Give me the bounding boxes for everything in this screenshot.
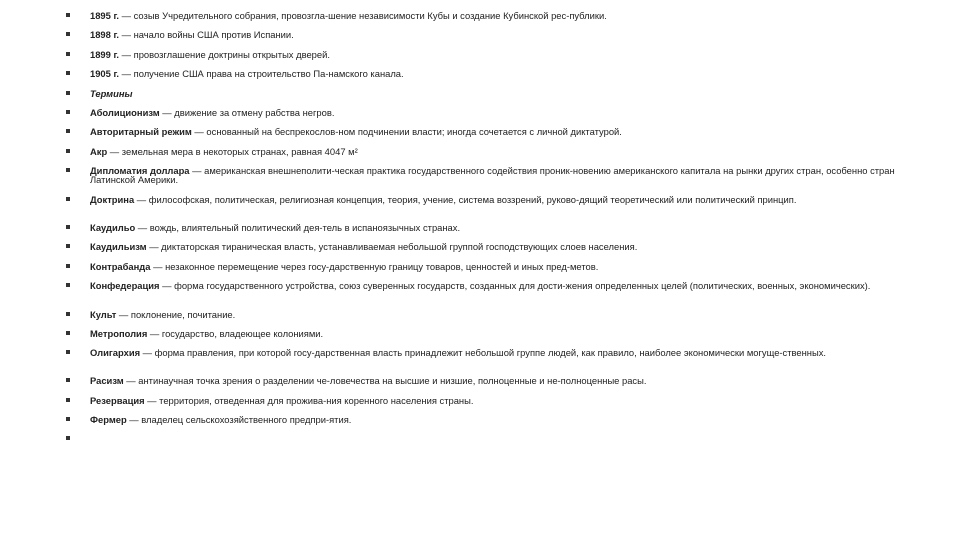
list-item	[66, 147, 896, 156]
definition: — американская внешнеполити-ческая практика государственного содействия проник-новению американского капитала на рынки других стран, особенно стран Латинской Америки.	[90, 165, 895, 186]
term: Фермер	[90, 414, 127, 425]
list-item	[66, 127, 896, 136]
bullet-icon	[66, 398, 70, 402]
bullet-icon	[66, 350, 70, 354]
list-item	[66, 262, 896, 271]
term: Резервация	[90, 395, 145, 406]
term: Каудильо	[90, 222, 136, 233]
definition: — созыв Учредительного собрания, провозгла-шение независимости Кубы и создание Кубинской рес-публики.	[119, 10, 607, 21]
heading-text: Термины	[90, 88, 133, 99]
list-item	[66, 50, 896, 59]
list-item	[66, 11, 896, 20]
definition: — философская, политическая, религиозная концепция, теория, учение, система воззрений, руково-дящий теоретический или политический принцип.	[134, 194, 797, 205]
bullet-icon	[66, 71, 70, 75]
term: 1899 г.	[90, 49, 120, 60]
term: Доктрина	[90, 194, 135, 205]
list-item	[66, 166, 896, 185]
term: 1898 г.	[90, 29, 120, 40]
definition: — провозглашение доктрины открытых дверей.	[119, 49, 330, 60]
definition: — форма правления, при которой госу-дарственная власть принадлежит небольшой группе людей, как правило, наиболее экономически могуще-ственных.	[140, 347, 826, 358]
term: Авторитарный режим	[90, 126, 192, 137]
bullet-icon	[66, 32, 70, 36]
bullet-icon	[66, 331, 70, 335]
bullet-icon	[66, 244, 70, 248]
definition: — основанный на беспрекослов-ном подчинении власти; иногда сочетается с личной диктатурой.	[191, 126, 622, 137]
bullet-icon	[66, 264, 70, 268]
term: Конфедерация	[90, 280, 160, 291]
term: Дипломатия доллара	[90, 165, 190, 176]
bullet-icon	[66, 13, 70, 17]
bullet-icon	[66, 225, 70, 229]
list-item	[66, 329, 896, 338]
term: Культ	[90, 309, 117, 320]
definition: — получение США права на строительство Па-намского канала.	[119, 68, 404, 79]
list-item	[66, 69, 896, 78]
list-item	[66, 195, 896, 204]
term: Метрополия	[90, 328, 148, 339]
definition: — владелец сельскохозяйственного предпри-ятия.	[126, 414, 352, 425]
list-item	[66, 396, 896, 405]
definition: — диктаторская тираническая власть, устанавливаемая небольшой группой господствующих слоев населения.	[146, 241, 638, 252]
list-item	[66, 30, 896, 39]
definition: — начало войны США против Испании.	[119, 29, 294, 40]
list-item	[66, 281, 896, 290]
section-heading	[66, 89, 896, 98]
term: Контрабанда	[90, 261, 151, 272]
bullet-icon	[66, 52, 70, 56]
bullet-icon	[66, 436, 70, 440]
definition: — движение за отмену рабства негров.	[159, 107, 335, 118]
definition: — территория, отведенная для прожива-ния коренного населения страны.	[144, 395, 474, 406]
bullet-icon	[66, 91, 70, 95]
bullet-icon	[66, 168, 70, 172]
term: Каудильизм	[90, 241, 147, 252]
bullet-icon	[66, 129, 70, 133]
definition: — антинаучная точка зрения о разделении че-ловечества на высшие и низшие, полноценные и не-полноценные расы.	[123, 375, 647, 386]
term: Расизм	[90, 375, 124, 386]
list-item	[66, 348, 896, 357]
bullet-icon	[66, 149, 70, 153]
term: 1895 г.	[90, 10, 120, 21]
definition: — вождь, влиятельный политический дея-тель в испаноязычных странах.	[135, 222, 461, 233]
list-item	[66, 310, 896, 319]
bullet-icon	[66, 110, 70, 114]
bullet-icon	[66, 283, 70, 287]
list-item	[66, 242, 896, 251]
term: 1905 г.	[90, 68, 120, 79]
list-item	[66, 415, 896, 424]
term: Аболиционизм	[90, 107, 160, 118]
definition: — земельная мера в некоторых странах, равная 4047 м²	[107, 146, 358, 157]
list-item	[66, 376, 896, 385]
definition: — государство, владеющее колониями.	[147, 328, 324, 339]
definition: — форма государственного устройства, союз суверенных государств, созданных для дости-жения определенных целей (политических, военных, экономических).	[159, 280, 871, 291]
bullet-icon	[66, 197, 70, 201]
bullet-icon	[66, 378, 70, 382]
definition: — поклонение, почитание.	[116, 309, 236, 320]
term: Олигархия	[90, 347, 141, 358]
bullet-icon	[66, 417, 70, 421]
term: Акр	[90, 146, 108, 157]
bullet-icon	[66, 312, 70, 316]
list-item	[66, 108, 896, 117]
list-item	[66, 223, 896, 232]
definition: — незаконное перемещение через госу-дарственную границу товаров, ценностей и иных пред-метов.	[150, 261, 599, 272]
